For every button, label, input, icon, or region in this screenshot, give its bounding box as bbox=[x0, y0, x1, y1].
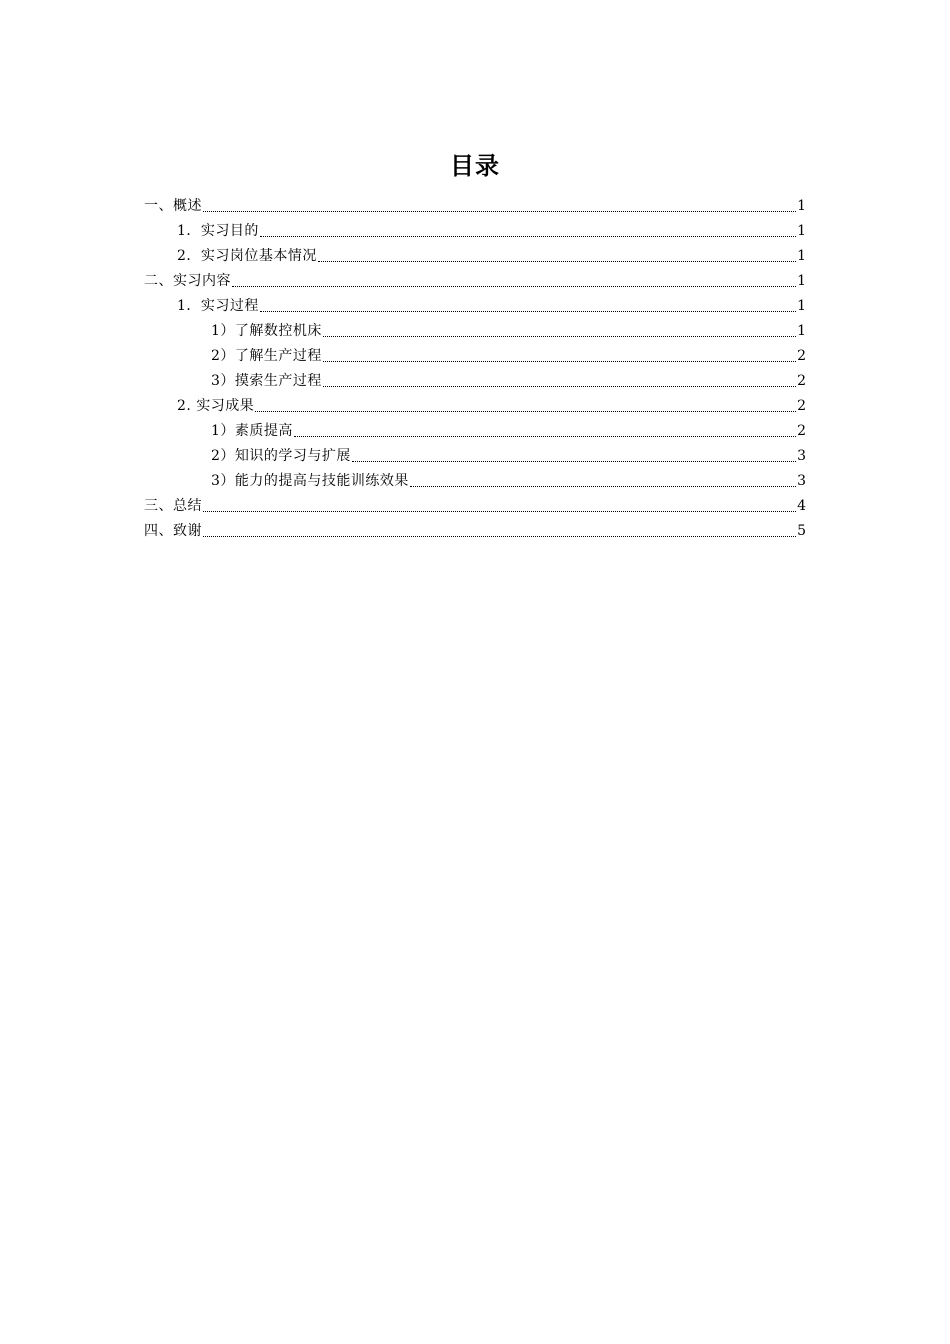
toc-dot-leader bbox=[203, 496, 796, 516]
toc-entry[interactable] bbox=[144, 191, 806, 216]
toc-dot-leader bbox=[323, 346, 796, 366]
toc-entry-page: 1 bbox=[797, 323, 806, 339]
toc-entry-page: 3 bbox=[797, 448, 806, 464]
toc-entry-label: 2. 实习成果 bbox=[177, 398, 255, 414]
toc-entry[interactable] bbox=[144, 466, 806, 491]
toc-entry[interactable] bbox=[144, 241, 806, 266]
toc-entry[interactable] bbox=[144, 516, 806, 541]
toc-dot-leader bbox=[203, 521, 796, 541]
toc-dot-leader bbox=[260, 221, 796, 241]
toc-dot-leader bbox=[352, 446, 796, 466]
toc-entry-label: 1．实习目的 bbox=[177, 223, 259, 239]
toc-entry-page: 1 bbox=[797, 273, 806, 289]
toc-entry-label: 2）知识的学习与扩展 bbox=[211, 448, 351, 464]
table-of-contents bbox=[144, 191, 806, 541]
toc-entry-page: 3 bbox=[797, 473, 806, 489]
toc-dot-leader bbox=[318, 246, 796, 266]
toc-entry-label: 四、致谢 bbox=[144, 523, 202, 539]
toc-entry-label: 二、实习内容 bbox=[144, 273, 231, 289]
toc-dot-leader bbox=[232, 271, 796, 291]
toc-entry-page: 2 bbox=[797, 348, 806, 364]
toc-entry-page: 5 bbox=[797, 523, 806, 539]
toc-entry-label: 3）能力的提高与技能训练效果 bbox=[211, 473, 409, 489]
toc-dot-leader bbox=[410, 471, 796, 491]
toc-entry[interactable] bbox=[144, 216, 806, 241]
toc-entry[interactable] bbox=[144, 416, 806, 441]
toc-entry-label: 1）素质提高 bbox=[211, 423, 293, 439]
toc-entry-label: 三、总结 bbox=[144, 498, 202, 514]
toc-entry-label: 3）摸索生产过程 bbox=[211, 373, 322, 389]
toc-dot-leader bbox=[323, 321, 796, 341]
toc-entry[interactable] bbox=[144, 441, 806, 466]
toc-entry-label: 一、概述 bbox=[144, 198, 202, 214]
toc-entry-page: 2 bbox=[797, 423, 806, 439]
toc-entry-label: 2）了解生产过程 bbox=[211, 348, 322, 364]
toc-dot-leader bbox=[323, 371, 796, 391]
toc-dot-leader bbox=[255, 396, 796, 416]
toc-entry-label: 1）了解数控机床 bbox=[211, 323, 322, 339]
toc-entry-page: 1 bbox=[797, 223, 806, 239]
toc-entry[interactable] bbox=[144, 391, 806, 416]
toc-dot-leader bbox=[260, 296, 796, 316]
toc-entry-page: 2 bbox=[797, 398, 806, 414]
toc-entry[interactable] bbox=[144, 366, 806, 391]
toc-entry-label: 2．实习岗位基本情况 bbox=[177, 248, 317, 264]
toc-dot-leader bbox=[294, 421, 796, 441]
toc-entry[interactable] bbox=[144, 491, 806, 516]
toc-entry[interactable] bbox=[144, 291, 806, 316]
toc-entry[interactable] bbox=[144, 316, 806, 341]
toc-title: 目录 bbox=[450, 152, 500, 180]
toc-entry-page: 1 bbox=[797, 198, 806, 214]
toc-dot-leader bbox=[203, 196, 796, 216]
toc-entry-page: 1 bbox=[797, 248, 806, 264]
toc-entry-page: 2 bbox=[797, 373, 806, 389]
toc-entry-page: 4 bbox=[797, 498, 806, 514]
toc-entry-label: 1．实习过程 bbox=[177, 298, 259, 314]
toc-entry-page: 1 bbox=[797, 298, 806, 314]
toc-entry[interactable] bbox=[144, 341, 806, 366]
toc-entry[interactable] bbox=[144, 266, 806, 291]
